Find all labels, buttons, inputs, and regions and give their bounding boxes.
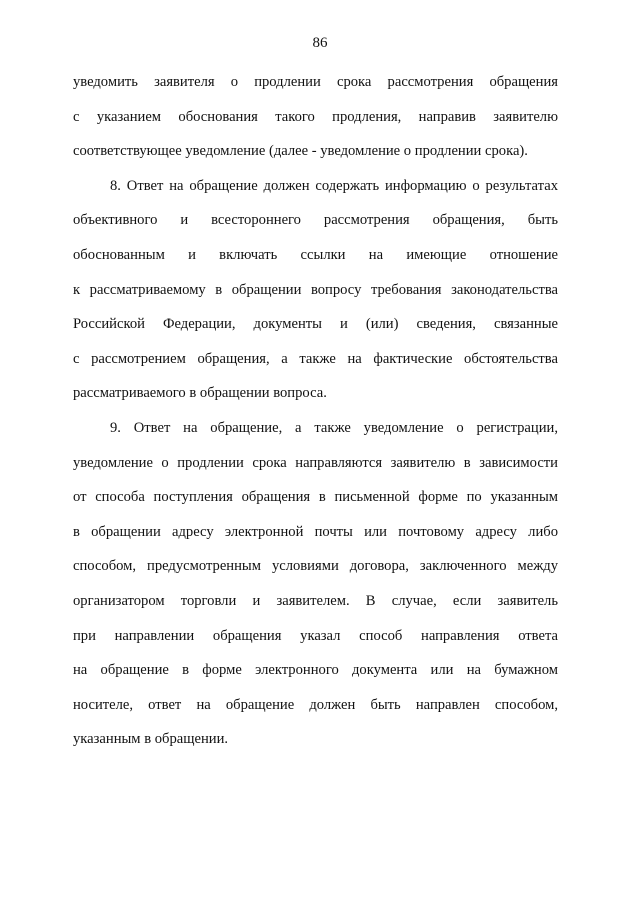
text-line: носителе, ответ на обращение должен быть направлен способом,	[73, 696, 558, 713]
text-line: при направлении обращения указал способ направления ответа	[73, 627, 558, 644]
page-number: 86	[312, 35, 328, 51]
text-line: организатором торговли и заявителем. В случае, если заявитель	[73, 592, 558, 609]
text-line: 8. Ответ на обращение должен содержать информацию о результатах	[110, 177, 558, 194]
text-line: способом, предусмотренным условиями договора, заключенного между	[73, 558, 558, 575]
text-line: уведомление о продлении срока направляются заявителю в зависимости	[73, 454, 558, 471]
text-line: указанным в обращении.	[73, 731, 229, 748]
text-line: соответствующее уведомление (далее - уведомление о продлении срока).	[73, 143, 528, 160]
text-line: рассматриваемого в обращении вопроса.	[73, 385, 327, 402]
text-line: на обращение в форме электронного документа или на бумажном	[73, 662, 558, 679]
text-line: к рассматриваемому в обращении вопросу требования законодательства	[73, 281, 558, 298]
text-line: объективного и всестороннего рассмотрения обращения, быть	[73, 212, 558, 229]
text-line: Российской Федерации, документы и (или) сведения, связанные	[73, 316, 558, 333]
text-line: обоснованным и включать ссылки на имеющие отношение	[73, 246, 558, 263]
text-line: уведомить заявителя о продлении срока рассмотрения обращения	[73, 74, 558, 90]
text-line: 9. Ответ на обращение, а также уведомление о регистрации,	[110, 419, 558, 436]
text-line: с указанием обоснования такого продления, направив заявителю	[73, 108, 558, 125]
text-line: в обращении адресу электронной почты или почтовому адресу либо	[73, 523, 558, 540]
document-body	[73, 72, 558, 764]
text-line: с рассмотрением обращения, а также на фактические обстоятельства	[73, 350, 558, 367]
text-line: от способа поступления обращения в письменной форме по указанным	[73, 489, 558, 506]
